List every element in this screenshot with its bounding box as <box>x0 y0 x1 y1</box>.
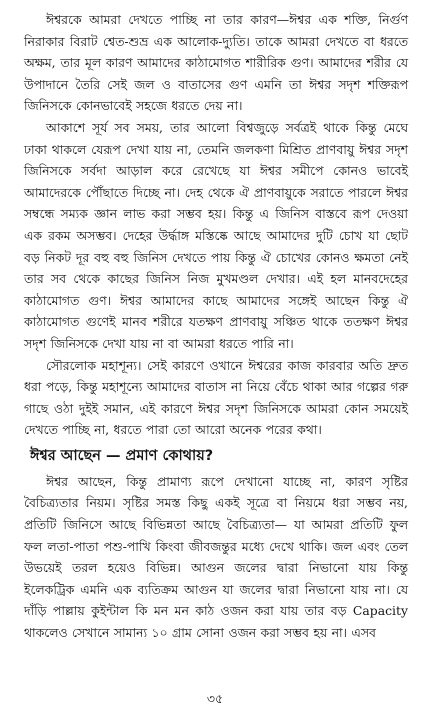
paragraph-proof: ঈশ্বর আছেন, কিন্তু প্রামাণ্য রূপে দেখানো যাচ্ছে না, কারণ সৃষ্টির বৈচিত্র্যতার নিয়ম। সৃষ্টির সমস্ত কিছু একই সূত্রে বা নিয়মে ধরা সম্ভব নয়, প্রতিটি জিনিসে আছে বিভিন্নতা আছে বৈচিত্র্যতা— যা আমরা প্রতিটি ফুল ফল লতা-পাতা পশু-পাখি কিংবা জীবজন্তুর মধ্যে দেখে থাকি। জল এবং তেল উভয়েই তরল হয়েও বিভিন্ন। আগুন জলের দ্বারা নিভানো যায় কিন্তু ইলেকট্রিক এমনি এক ব্যতিক্রম আগুন যা জলের দ্বারা নিভানো যায় না। যে দাঁড়ি পাল্লায় কুইন্টাল কি মন মন কাঠ ওজন করা যায় তার বড় Capacity থাকলেও সেখানে সামান্য ১০ গ্রাম সোনা ওজন করা সম্ভব হয় না। এসব <box>24 473 408 641</box>
section-heading: ঈশ্বর আছেন — প্রমাণ কোথায়? <box>30 447 214 464</box>
paragraph-god-invisible: ঈশ্বরকে আমরা দেখতে পাচ্ছি না তার কারণ—ঈশ্বর এক শক্তি, নির্গুণ নিরাকার বিরাট শ্বেত-শুভ্র এক আলোক-দ্যুতি। তাকে আমরা দেখতে বা ধরতে অক্ষম, তার মূল কারণ আমাদের কাঠামোগত শারীরিক গুণ। আমাদের শরীর যে উপাদানে তৈরি সেই জল ও বাতাসের গুণ এমনি তা ঈশ্বর সদৃশ শক্তিরূপ জিনিসকে কোনভাবেই সহজে ধরতে দেয় না। <box>24 12 408 114</box>
page-number: ৩৫ <box>206 691 224 706</box>
paragraph-sun-analogy: আকাশে সূর্য সব সময়, তার আলো বিশ্বজুড়ে সর্বত্রই থাকে কিন্তু মেঘে ঢাকা থাকলে যেরূপ দেখা যায় না, তেমনি জলকণা মিশ্রিত প্রাণবায়ু ঈশ্বর সদৃশ জিনিসকে সর্বদা আড়াল করে রেখেছে যা ঈশ্বর সমীপে কোনও ভাবেই আমাদেরকে পৌঁছাতে দিচ্ছে না। দেহ থেকে ঐ প্রাণবায়ুকে সরাতে পারলে ঈশ্বর সম্বন্ধে সম্যক জ্ঞান লাভ করা সম্ভব হয়। কিন্তু এ জিনিস বাস্তবে রূপ দেওয়া এক রকম অসম্ভব। দেহের উর্দ্ধাঙ্গ মস্তিষ্কে আছে আমাদের দুটি চোখ যা ছোট বড় নিকট দূর বহু বহু জিনিস দেখতে পায় কিন্তু ঐ চোখের কোনও ক্ষমতা নেই তার সব থেকে কাছের জিনিস নিজ মুখমণ্ডল দেখার। এই হল মানবদেহের কাঠামোগত গুণ। ঈশ্বর আমাদের কাছে আমাদের সঙ্গেই আছেন কিন্তু ঐ কাঠামোগত গুণেই মানব শরীরে যতক্ষণ প্রাণবায়ু সঞ্চিত থাকে ততক্ষণ ঈশ্বর সদৃশ জিনিসকে দেখা যায় না বা আমরা ধরতে পারি না। <box>24 119 408 351</box>
page-body <box>24 9 408 644</box>
paragraph-solar-space: সৌরলোক মহাশূন্য। সেই কারণে ওখানে ঈশ্বরের কাজ কারবার অতি দ্রুত ধরা পড়ে, কিন্তু মহাশূন্যে আমাদের বাতাস না নিয়ে বেঁচে থাকা আর গল্পের গরু গাছে ওঠা দুইই সমান, এই কারণে ঈশ্বর সদৃশ জিনিসকে আমরা কোন সময়েই দেখতে পাচ্ছি না, ধরতে পারা তো আরো অনেক পরের কথা। <box>24 357 408 438</box>
